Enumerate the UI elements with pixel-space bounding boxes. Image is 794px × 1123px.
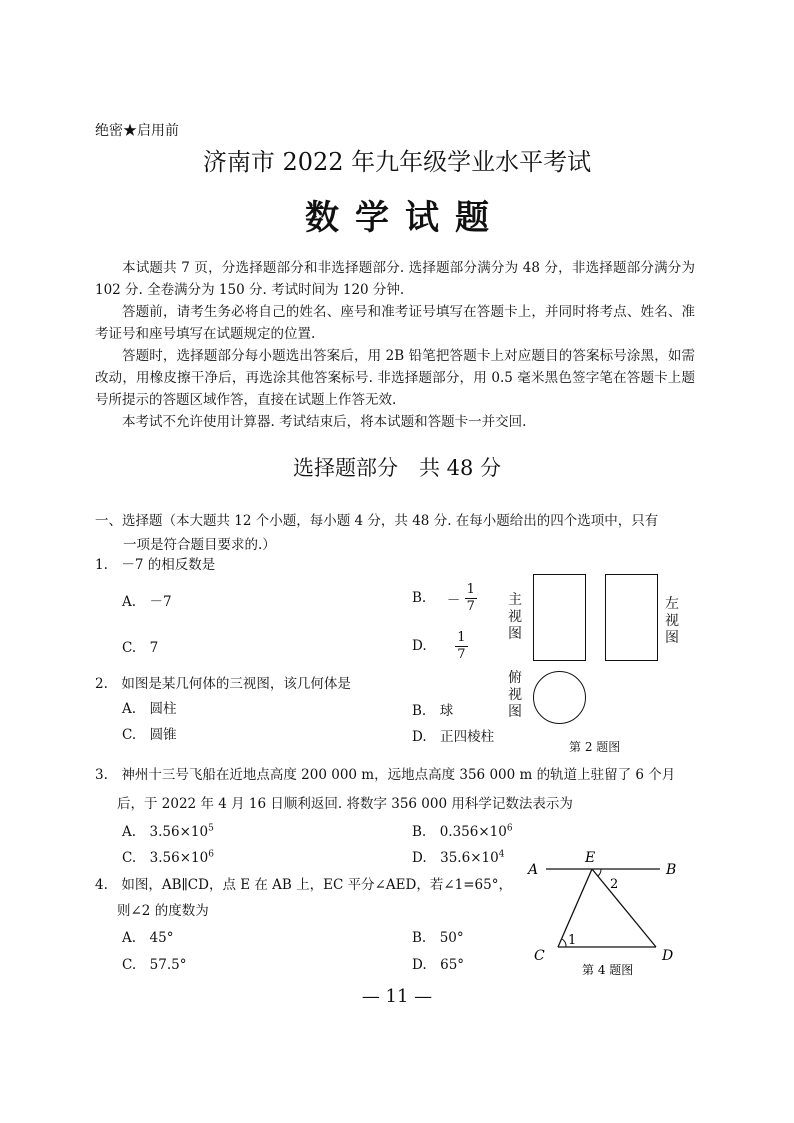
exam-title: 济南市 2022 年九年级学业水平考试 — [202, 148, 592, 176]
point-b-label: B — [666, 862, 677, 878]
instruction-paragraph: 答题时，选择题部分每小题选出答案后，用 2B 铅笔把答题卡上对应题目的答案标号涂黑，如需改动，用橡皮擦干净后，再选涂其他答案标号. 非选择题部分，用 0.5 毫米黑色签字笔在答题卡上题号所提示的答题区域作答，直接在试题上作答无效. — [95, 348, 695, 408]
q4-figure — [520, 850, 700, 980]
exponent: 6 — [208, 849, 214, 860]
point-d-label: D — [662, 948, 674, 964]
angle-1-label: 1 — [568, 933, 577, 948]
q3-option-d — [412, 846, 504, 866]
question-4-stem-line: 4. 如图，AB∥CD，点 E 在 AB 上，EC 平分∠AED，若∠1=65°， — [95, 877, 512, 893]
question-3-stem-line: 后，于 2022 年 4 月 16 日顺利返回. 将数字 356 000 用科学记数法表示为 — [117, 796, 573, 812]
option-text: D. 35.6×10 — [412, 850, 499, 866]
top-view-label: 俯视图 — [508, 670, 522, 720]
point-c-label: C — [534, 948, 545, 964]
front-view-rectangle — [533, 574, 586, 661]
question-1-stem: 1. －7 的相反数是 — [95, 557, 216, 573]
question-2-stem: 2. 如图是某几何体的三视图，该几何体是 — [95, 676, 351, 692]
q2-option-b: B. 球 — [412, 703, 454, 719]
section-intro-line: 一、选择题（本大题共 12 个小题，每小题 4 分，共 48 分. 在每小题给出的四个选项中，只有 — [95, 513, 659, 529]
q3-option-a — [122, 820, 214, 840]
q2-option-c: C. 圆锥 — [122, 727, 177, 743]
q1-option-b-fraction — [465, 582, 477, 615]
q3-option-b — [412, 820, 513, 840]
q3-option-c — [122, 846, 214, 866]
left-view-rectangle — [605, 574, 658, 661]
confidential-label: 绝密★启用前 — [95, 123, 179, 139]
q1-option-b-label: B. — [412, 590, 427, 606]
exponent: 6 — [506, 823, 513, 834]
q1-option-d — [412, 630, 468, 663]
fraction-denominator: 7 — [466, 599, 475, 614]
question-4-stem-line: 则∠2 的度数为 — [117, 903, 209, 919]
option-text: B. 0.356×10 — [412, 824, 507, 840]
top-view-circle — [533, 671, 586, 724]
option-text: A. 3.56×10 — [122, 824, 209, 840]
q4-option-d: D. 65° — [412, 957, 465, 973]
q1-option-c: C. 7 — [122, 640, 159, 656]
page-number: — 11 — — [361, 986, 433, 1007]
point-a-label: A — [528, 862, 539, 878]
instruction-paragraph: 本试题共 7 页，分选择题部分和非选择题部分. 选择题部分满分为 48 分，非选择题部分满分为 102 分. 全卷满分为 150 分. 考试时间为 120 分钟. — [95, 260, 695, 298]
instruction-paragraph: 本考试不允许使用计算器. 考试结束后，将本试题和答题卡一并交回. — [122, 414, 527, 430]
angle-2-label: 2 — [610, 877, 619, 892]
fraction-denominator: 7 — [457, 647, 466, 662]
front-view-label: 主视图 — [508, 592, 522, 642]
fraction-numerator: 1 — [466, 582, 475, 597]
option-text: C. 3.56×10 — [122, 850, 209, 866]
q1-option-b-sign: － — [446, 592, 461, 609]
section-intro — [95, 509, 695, 557]
section-intro-line: 一项是符合题目要求的.） — [123, 537, 276, 553]
exponent: 5 — [208, 823, 214, 834]
left-view-label: 左视图 — [665, 596, 679, 646]
instructions — [95, 257, 695, 433]
q2-figure-caption: 第 2 题图 — [569, 740, 621, 754]
angle-1-arc — [562, 939, 566, 947]
point-e-label: E — [585, 850, 596, 866]
q4-option-a: A. 45° — [122, 930, 174, 946]
instruction-paragraph: 答题前，请考生务必将自己的姓名、座号和准考证号填写在答题卡上，并同时将考点、姓名、准考证号和座号填写在试题规定的位置. — [95, 304, 695, 342]
q4-option-c: C. 57.5° — [122, 957, 187, 973]
section-title: 选择题部分 共 48 分 — [292, 456, 502, 480]
subject-title: 数学试题 — [305, 198, 505, 238]
question-3-stem-line: 3. 神州十三号飞船在近地点高度 200 000 m，远地点高度 356 000 m 的轨道上驻留了 6 个月 — [95, 767, 676, 783]
q2-option-d: D. 正四棱柱 — [412, 729, 495, 745]
exponent: 4 — [498, 849, 505, 860]
q1-option-b — [412, 582, 477, 615]
q2-option-a: A. 圆柱 — [122, 701, 177, 717]
fraction-numerator: 1 — [457, 630, 466, 645]
q1-option-d-fraction — [455, 630, 467, 663]
segment-ed — [592, 869, 656, 947]
angle-2-arc — [598, 869, 601, 876]
q1-option-d-label: D. — [412, 638, 427, 654]
q1-option-a: A. －7 — [122, 594, 172, 610]
q4-figure-caption: 第 4 题图 — [582, 963, 634, 977]
q4-option-b: B. 50° — [412, 930, 464, 946]
